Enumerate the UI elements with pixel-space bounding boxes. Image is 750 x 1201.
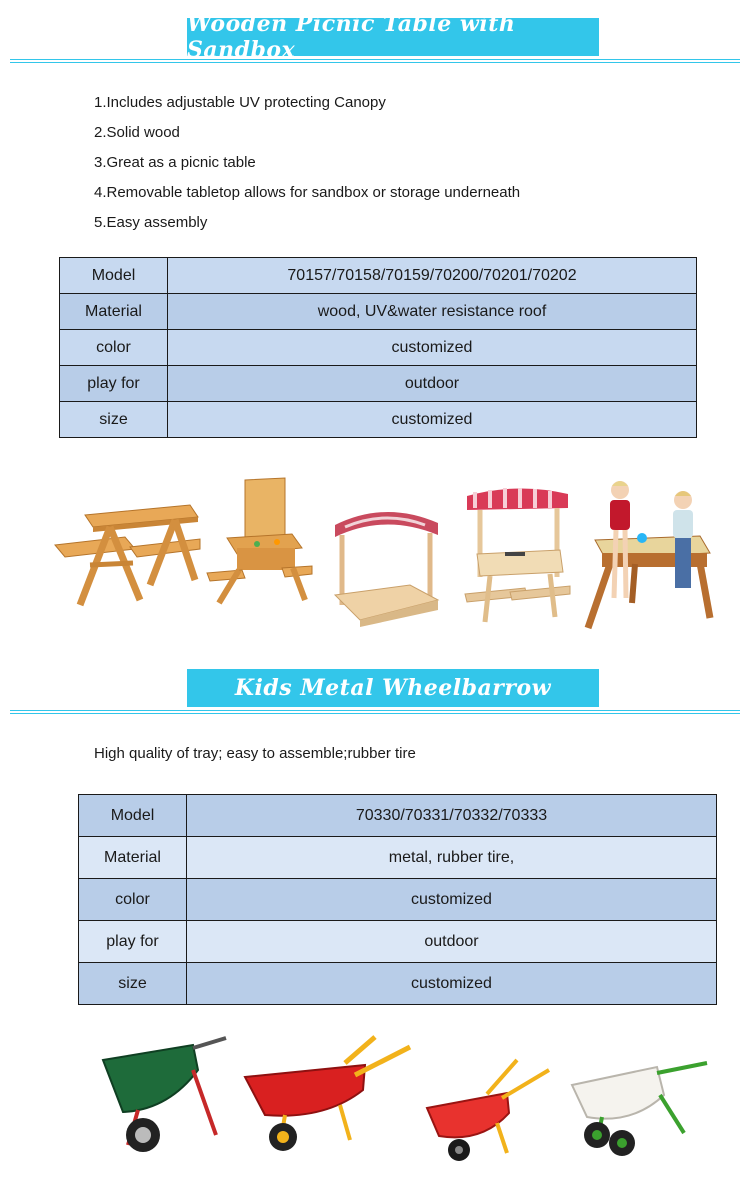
table-row [60, 402, 697, 438]
spec-value: outdoor [187, 921, 717, 963]
red-wheelbarrow-image [245, 1035, 415, 1155]
spec-label: color [60, 330, 168, 366]
canopy-sandbox-image [330, 505, 440, 627]
spec-value: customized [187, 963, 717, 1005]
spec-label: play for [60, 366, 168, 402]
spec-value: 70157/70158/70159/70200/70201/70202 [168, 258, 697, 294]
spec-label: Model [60, 258, 168, 294]
feature-item: 5.Easy assembly [94, 214, 208, 231]
sandbox-table-image [207, 478, 312, 606]
canopy-picnic-table-image [465, 482, 570, 627]
kids-sand-table-image [580, 478, 715, 636]
white-wheelbarrow-image [572, 1055, 712, 1160]
spec-value: customized [187, 879, 717, 921]
spec-value: customized [168, 330, 697, 366]
banner-rule [10, 59, 740, 63]
kids-red-wheelbarrow-image [427, 1058, 552, 1163]
table-row [79, 921, 717, 963]
table-row [79, 879, 717, 921]
spec-table-wheelbarrow [78, 794, 717, 1005]
banner-title: Wooden Picnic Table with Sandbox [187, 11, 516, 63]
table-row [60, 258, 697, 294]
spec-value: outdoor [168, 366, 697, 402]
feature-list [94, 92, 520, 242]
spec-value: 70330/70331/70332/70333 [187, 795, 717, 837]
section-banner-wheelbarrow [187, 669, 599, 707]
spec-label: Material [79, 837, 187, 879]
spec-label: size [60, 402, 168, 438]
section-banner-picnic-table [187, 11, 599, 63]
table-row [79, 963, 717, 1005]
banner-title: Kids Metal Wheelbarrow [234, 675, 552, 701]
spec-value: metal, rubber tire, [187, 837, 717, 879]
spec-label: size [79, 963, 187, 1005]
spec-label: play for [79, 921, 187, 963]
banner-rule [10, 710, 740, 714]
spec-label: Model [79, 795, 187, 837]
table-row [60, 330, 697, 366]
spec-value: customized [168, 402, 697, 438]
feature-item: 3.Great as a picnic table [94, 154, 256, 171]
table-row [60, 294, 697, 330]
picnic-table-image [55, 505, 200, 610]
table-row [79, 837, 717, 879]
product-description: High quality of tray; easy to assemble;rubber tire [94, 745, 416, 762]
spec-label: Material [60, 294, 168, 330]
spec-label: color [79, 879, 187, 921]
feature-item: 4.Removable tabletop allows for sandbox or storage underneath [94, 184, 521, 201]
table-row [79, 795, 717, 837]
green-wheelbarrow-image [98, 1040, 228, 1155]
spec-value: wood, UV&water resistance roof [168, 294, 697, 330]
feature-item: 1.Includes adjustable UV protecting Canopy [94, 94, 386, 111]
feature-item: 2.Solid wood [94, 124, 180, 141]
table-row [60, 366, 697, 402]
spec-table-picnic [59, 257, 697, 438]
